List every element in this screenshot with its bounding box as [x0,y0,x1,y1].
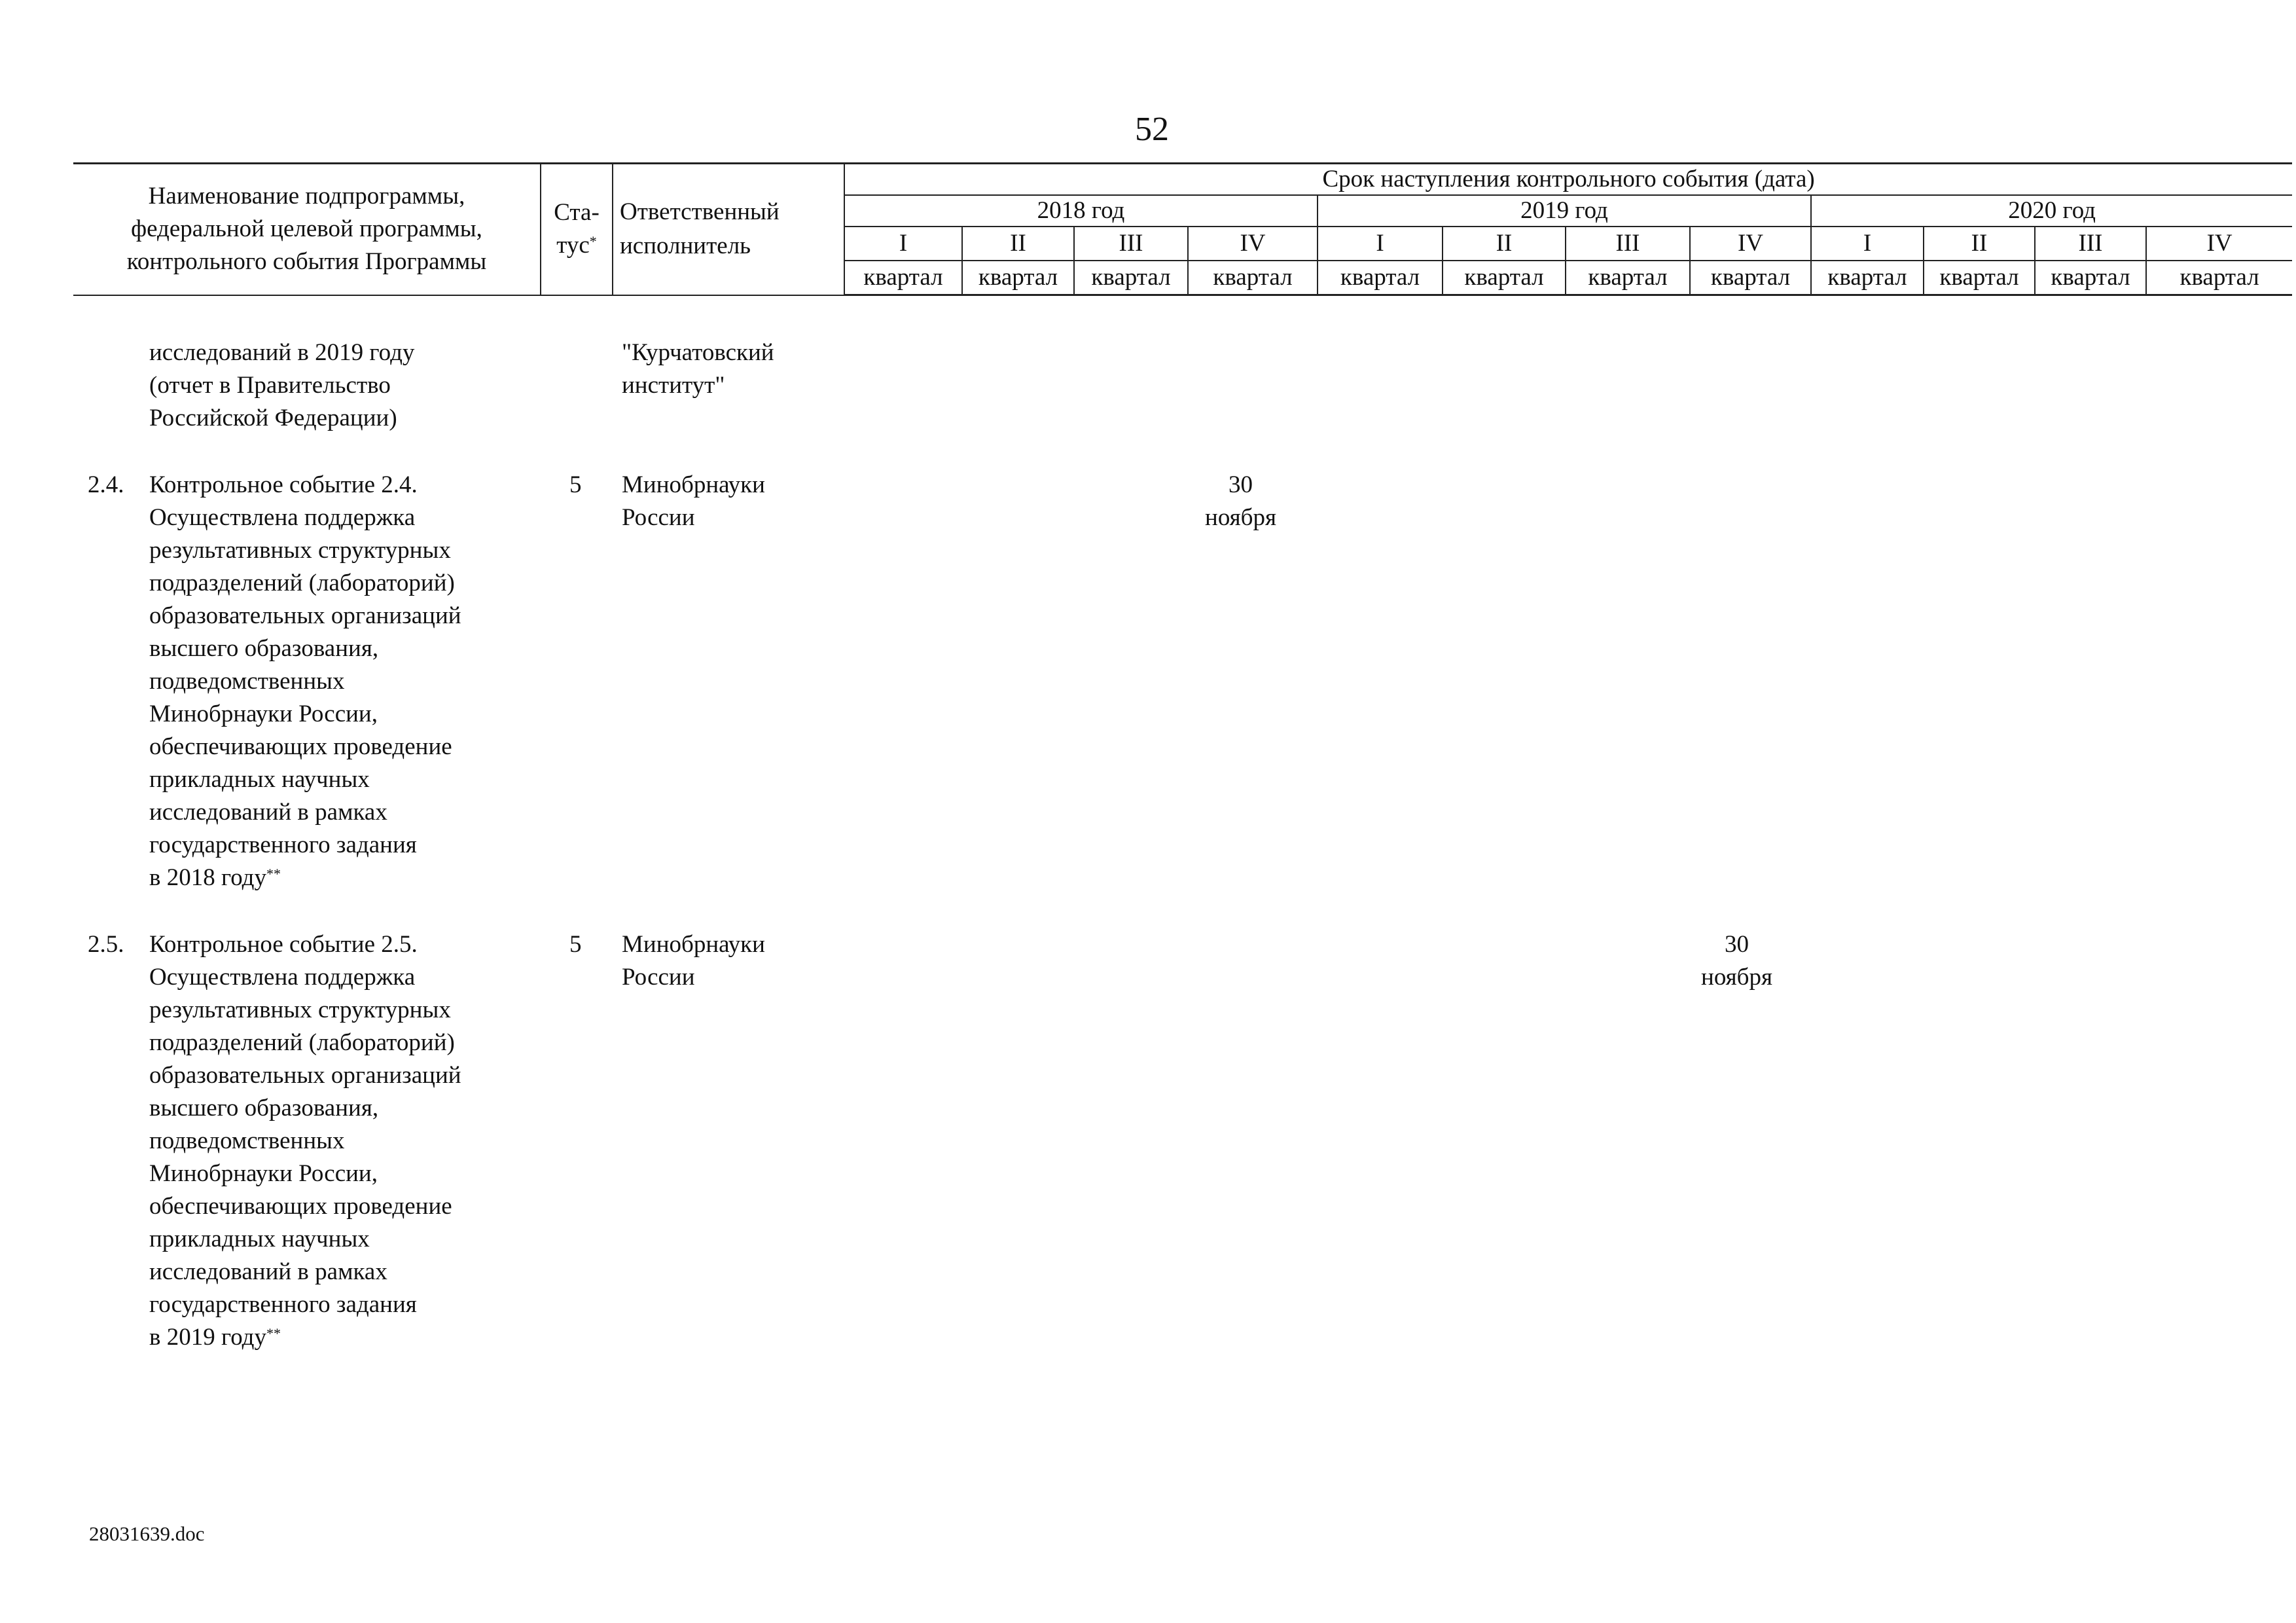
row-executor [622,469,765,534]
row-name-line: подразделений (лабораторий) [149,570,455,596]
header-year-2018: 2018 год [844,195,1318,227]
row-name-line: прикладных научных [149,1226,370,1252]
row-name [149,928,461,1354]
header-name-column [73,164,541,295]
row-number: 2.5. [88,931,124,958]
header-quarter-number: I [1811,227,1924,261]
row-number: 2.4. [88,471,124,498]
row-name-line: прикладных научных [149,766,370,793]
row-name-line: Осуществлена поддержка [149,964,416,991]
row-name-line: исследований в рамках [149,1258,387,1285]
header-quarter-number: IV [1690,227,1811,261]
header-quarter-number: II [962,227,1074,261]
header-quarter-number: I [844,227,962,261]
footer-filename: 28031639.doc [89,1522,205,1545]
row-name-line: Контрольное событие 2.4. [149,471,418,498]
row-name-line: обеспечивающих проведение [149,733,452,760]
row-name-line: образовательных организаций [149,1062,461,1089]
row-executor-line: России [622,964,695,991]
header-quarter-word: квартал [1811,261,1924,295]
header-quarter-number: IV [2146,227,2292,261]
header-year-2019: 2019 год [1318,195,1811,227]
header-quarter-number: IV [1188,227,1318,261]
header-name-line: контрольного события Программы [126,248,487,276]
row-date-line: ноября [1701,964,1772,991]
header-quarter-number: II [1443,227,1566,261]
row-date-2019-q4 [1676,928,1797,994]
header-quarter-word: квартал [1690,261,1811,295]
header-name-line: федеральной целевой программы, [131,215,482,243]
row-name-line: высшего образования, [149,1095,379,1122]
row-name-line: Осуществлена поддержка [149,504,416,531]
row-status: 5 [569,471,582,498]
header-quarter-word: квартал [1443,261,1566,295]
row-name-line: результативных структурных [149,537,451,564]
row-executor-line: России [622,504,695,531]
row-status: 5 [569,931,582,958]
header-status-column [541,164,613,295]
row-executor [622,928,765,994]
status-footnote-mark: * [589,233,597,250]
page-number: 52 [1135,111,1169,148]
header-quarter-word: квартал [1074,261,1188,295]
row-name-line: Контрольное событие 2.5. [149,931,418,958]
row-name-line: обеспечивающих проведение [149,1193,452,1220]
footnote-mark: ** [266,866,281,882]
row-name-line: высшего образования, [149,635,379,662]
header-deadline-title: Срок наступления контрольного события (дата) [844,164,2292,196]
footnote-mark: ** [266,1325,281,1341]
row-date-line: 30 [1725,931,1749,958]
header-quarter-word: квартал [2035,261,2146,295]
header-quarter-number: III [1566,227,1690,261]
header-quarter-number: III [2035,227,2146,261]
header-quarter-word: квартал [962,261,1074,295]
header-quarter-word: квартал [2146,261,2292,295]
header-quarter-word: квартал [844,261,962,295]
row-executor-line: Минобрнауки [622,471,765,498]
row-date-2018-q4 [1178,469,1303,534]
row-name-line: Минобрнауки России, [149,701,378,727]
header-executor-line: Ответственный [620,198,780,226]
row-name-line: Российской Федерации) [149,405,397,431]
row-name-line: Минобрнауки России, [149,1160,378,1187]
row-name-line: подведомственных [149,1127,345,1154]
row-executor-line: Минобрнауки [622,931,765,958]
row-name-line: результативных структурных [149,996,451,1023]
row-name [149,469,461,894]
row-executor-line: институт" [622,372,725,399]
header-quarter-word: квартал [1188,261,1318,295]
row-name-line: подведомственных [149,668,345,695]
row-name-line: исследований в 2019 году [149,339,415,366]
row-executor-line: "Курчатовский [622,339,774,366]
row-name [149,337,414,435]
header-quarter-word: квартал [1318,261,1443,295]
header-quarter-number: III [1074,227,1188,261]
header-name-line: Наименование подпрограммы, [148,183,465,210]
header-quarter-number: I [1318,227,1443,261]
header-quarter-word: квартал [1924,261,2035,295]
header-executor-column [613,164,844,295]
header-status-line: Ста- [554,199,600,227]
row-name-line: в 2018 году [149,864,266,891]
row-name-line: государственного задания [149,1291,417,1318]
table-header [73,162,2292,296]
row-date-line: ноября [1205,504,1276,531]
header-status-line: тус [556,232,590,259]
header-quarter-number: II [1924,227,2035,261]
header-year-2020: 2020 год [1811,195,2292,227]
row-name-line: государственного задания [149,831,417,858]
header-executor-line: исполнитель [620,232,751,260]
row-name-line: подразделений (лабораторий) [149,1029,455,1056]
row-name-line: исследований в рамках [149,799,387,826]
row-name-line: образовательных организаций [149,602,461,629]
header-quarter-word: квартал [1566,261,1690,295]
row-date-line: 30 [1229,471,1253,498]
row-name-line: в 2019 году [149,1324,266,1351]
row-executor [622,337,774,402]
row-name-line: (отчет в Правительство [149,372,391,399]
